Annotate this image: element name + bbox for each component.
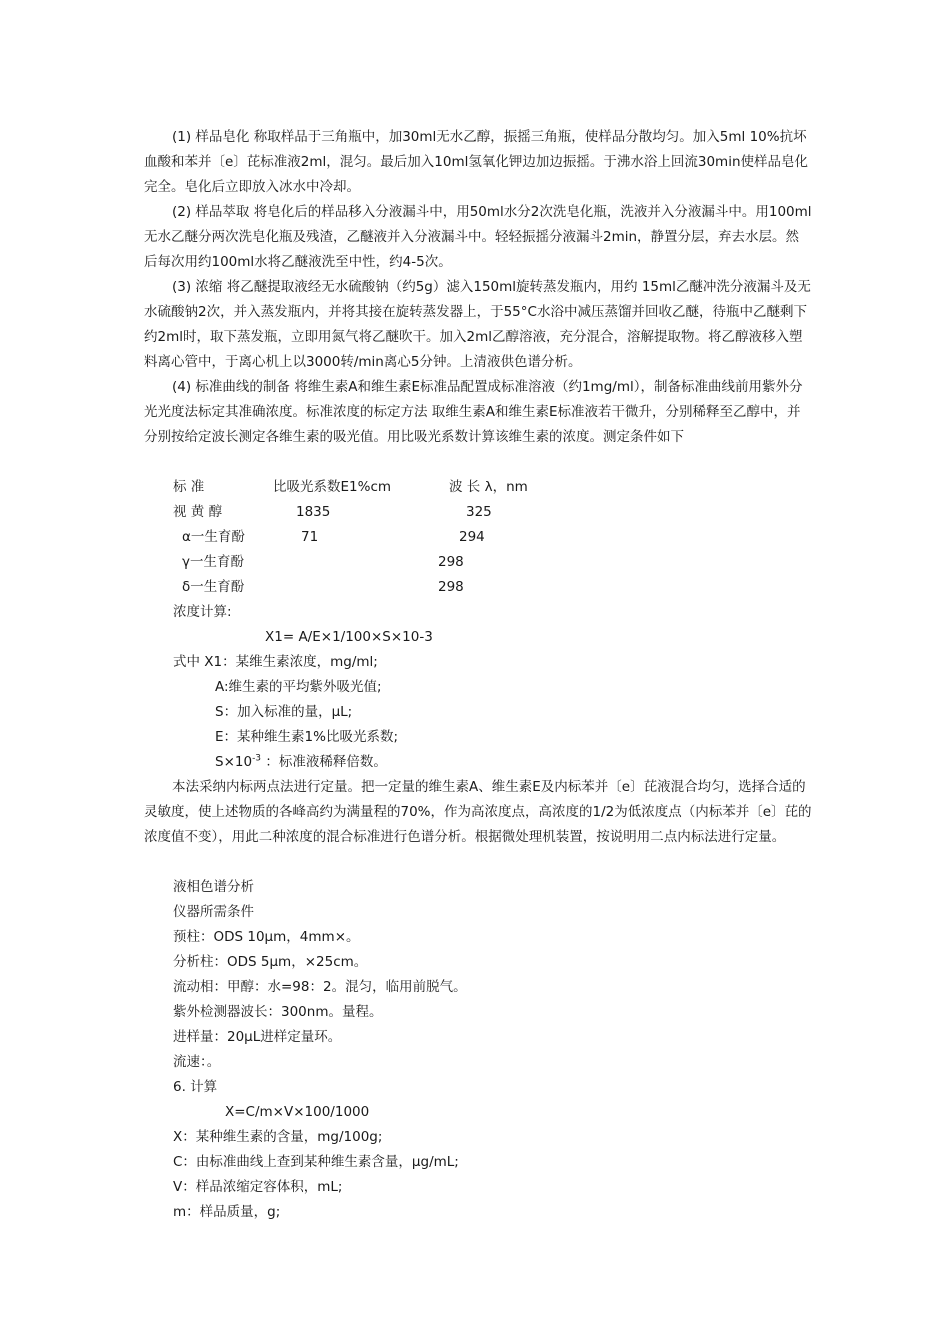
table-cell-wavelength: 298: [438, 554, 464, 570]
dilution-desc: ：标准液稀释倍数。: [265, 754, 387, 770]
dilution-exponent: -3: [252, 753, 262, 764]
calculation-def: X：某种维生素的含量，mg/100g;: [173, 1129, 383, 1145]
formula-def-s: S：加入标准的量，μL;: [215, 704, 353, 720]
formula-where: 式中 X1：某维生素浓度，mg/ml;: [173, 654, 378, 670]
hplc-subtitle: 仪器所需条件: [173, 904, 254, 920]
table-cell-name: 视 黄 醇: [173, 504, 223, 520]
formula-def-e: E：某种维生素1%比吸光系数;: [215, 729, 398, 745]
table-header-standard: 标 准: [173, 479, 205, 495]
table-cell-coefficient: 71: [301, 529, 319, 545]
calculation-def: m：样品质量，g;: [173, 1204, 281, 1220]
table-cell-name: α一生育酚: [182, 529, 245, 545]
table-cell-name: γ一生育酚: [182, 554, 244, 570]
hplc-title: 液相色谱分析: [173, 879, 254, 895]
hplc-condition: 预柱：ODS 10μm，4mm×。: [173, 929, 360, 945]
hplc-condition: 流动相：甲醇：水=98：2。混匀，临用前脱气。: [173, 979, 467, 995]
concentration-calc-title: 浓度计算:: [173, 604, 232, 620]
hplc-condition: 流速：。: [173, 1054, 221, 1070]
table-cell-coefficient: 1835: [296, 504, 331, 520]
calculation-formula: X=C/m×V×100/1000: [225, 1104, 370, 1120]
dilution-base: S×10: [215, 754, 253, 770]
paragraph-extraction: (2) 样品萃取 将皂化后的样品移入分液漏斗中，用50ml水分2次洗皂化瓶，洗液并入分液漏斗中。用100ml无水乙醚分两次洗皂化瓶及残渣，乙醚液并入分液漏斗中。轻轻振摇分液漏斗2min，静置分层，弃去水层。然后每次用约100ml水将乙醚液洗至中性，约4-5次。: [144, 204, 812, 270]
calculation-def: V：样品浓缩定容体积，mL;: [173, 1179, 343, 1195]
concentration-formula: X1= A/E×1/100×S×10-3: [265, 629, 433, 645]
hplc-condition: 进样量：20μL进样定量环。: [173, 1029, 342, 1045]
formula-def-dilution: [215, 750, 387, 775]
table-cell-name: δ一生育酚: [182, 579, 245, 595]
calculation-def: C：由标准曲线上查到某种维生素含量，μg/mL;: [173, 1154, 459, 1170]
calculation-title: 6. 计算: [173, 1079, 218, 1095]
hplc-condition: 紫外检测器波长：300nm。量程。: [173, 1004, 383, 1020]
formula-def-a: A:维生素的平均紫外吸光值;: [215, 679, 382, 695]
paragraph-standard-curve: (4) 标准曲线的制备 将维生素A和维生素E标准品配置成标准溶液（约1mg/ml），制备标准曲线前用紫外分光光度法标定其准确浓度。标准浓度的标定方法 取维生素A和维生素E标准液若干微升，分别稀释至乙醇中，并分别按给定波长测定各维生素的吸光值。用比吸光系数计算该维生素的浓度。测定条件如下: [144, 379, 803, 445]
table-header-coefficient: 比吸光系数E1%cm: [273, 479, 392, 495]
paragraph-saponification: (1) 样品皂化 称取样品于三角瓶中，加30ml无水乙醇，振摇三角瓶，使样品分散均匀。加入5ml 10%抗坏血酸和苯并〔e〕芘标准液2ml，混匀。最后加入10ml氢氧化钾边加边振摇。于沸水浴上回流30min使样品皂化完全。皂化后立即放入冰水中冷却。: [144, 129, 809, 195]
table-cell-wavelength: 294: [459, 529, 485, 545]
table-header-wavelength: 波 长 λ，nm: [449, 479, 528, 495]
table-cell-wavelength: 298: [438, 579, 464, 595]
paragraph-quantification: 本法采纳内标两点法进行定量。把一定量的维生素A、维生素E及内标苯并〔e〕芘液混合均匀，选择合适的灵敏度，使上述物质的各峰高约为满量程的70%，作为高浓度点，高浓度的1/2为低浓度点（内标苯并〔e〕芘的浓度值不变），用此二种浓度的混合标准进行色谱分析。根据微处理机装置，按说明用二点内标法进行定量。: [144, 779, 812, 845]
paragraph-concentration: (3) 浓缩 将乙醚提取液经无水硫酸钠（约5g）滤入150ml旋转蒸发瓶内，用约 15ml乙醚冲洗分液漏斗及无水硫酸钠2次，并入蒸发瓶内，并将其接在旋转蒸发器上，于55°C水浴中减压蒸馏并回收乙醚，待瓶中乙醚剩下约2ml时，取下蒸发瓶，立即用氮气将乙醚吹干。加入2ml乙醇溶液，充分混合，溶解提取物。将乙醇液移入塑料离心管中，于离心机上以3000转/min离心5分钟。上清液供色谱分析。: [144, 279, 811, 370]
table-cell-wavelength: 325: [466, 504, 492, 520]
hplc-condition: 分析柱：ODS 5μm，×25cm。: [173, 954, 368, 970]
